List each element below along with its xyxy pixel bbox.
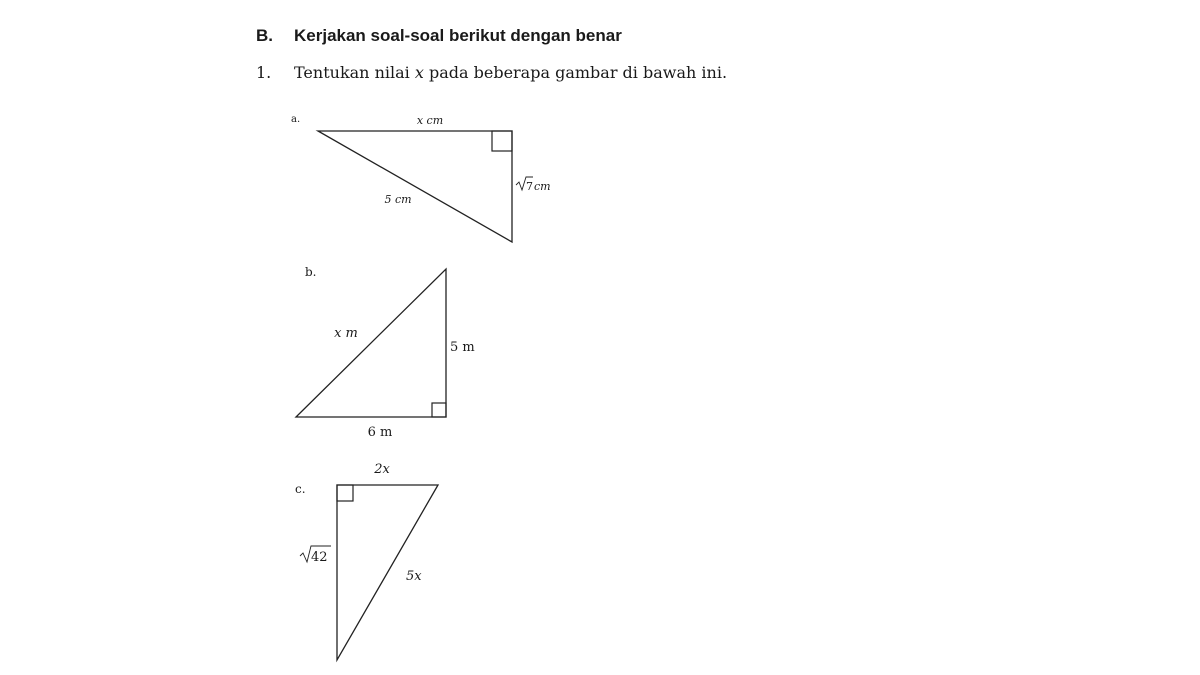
question-number: 1. — [256, 63, 272, 82]
right-angle-marker-a — [492, 131, 512, 151]
figure-b — [296, 265, 475, 440]
figure-c-hypotenuse: 5x — [406, 569, 422, 584]
triangle-c — [337, 485, 438, 660]
figure-b-label: b. — [305, 265, 317, 279]
figure-a-right-side — [516, 177, 551, 193]
figure-b-hypotenuse: x m — [334, 326, 358, 341]
right-angle-marker-c — [337, 485, 353, 501]
section-letter: B. — [256, 26, 273, 45]
question-text-before: Tentukan nilai — [294, 63, 415, 82]
figure-a-right-radicand: 7 — [526, 180, 533, 193]
figure-b-vertical-side: 5 m — [450, 340, 475, 355]
section-title: Kerjakan soal-soal berikut dengan benar — [294, 26, 622, 45]
figure-a — [291, 114, 551, 242]
figure-a-label: a. — [291, 114, 301, 125]
figure-a-hypotenuse: 5 cm — [384, 193, 412, 206]
figure-c-label: c. — [295, 482, 306, 496]
figure-c-left-radicand: 42 — [311, 550, 328, 565]
figure-a-right-unit: cm — [534, 180, 551, 193]
figure-c-top-side: 2x — [374, 462, 390, 477]
figure-b-bottom-side: 6 m — [367, 425, 393, 440]
figure-c-left-side — [300, 546, 331, 565]
triangle-a — [318, 131, 512, 242]
question-variable: x — [414, 63, 424, 82]
figure-c — [295, 462, 438, 660]
question-text-after: pada beberapa gambar di bawah ini. — [423, 63, 728, 82]
triangle-b — [296, 269, 446, 417]
figure-a-top-side: x cm — [416, 114, 444, 127]
right-angle-marker-b — [432, 403, 446, 417]
